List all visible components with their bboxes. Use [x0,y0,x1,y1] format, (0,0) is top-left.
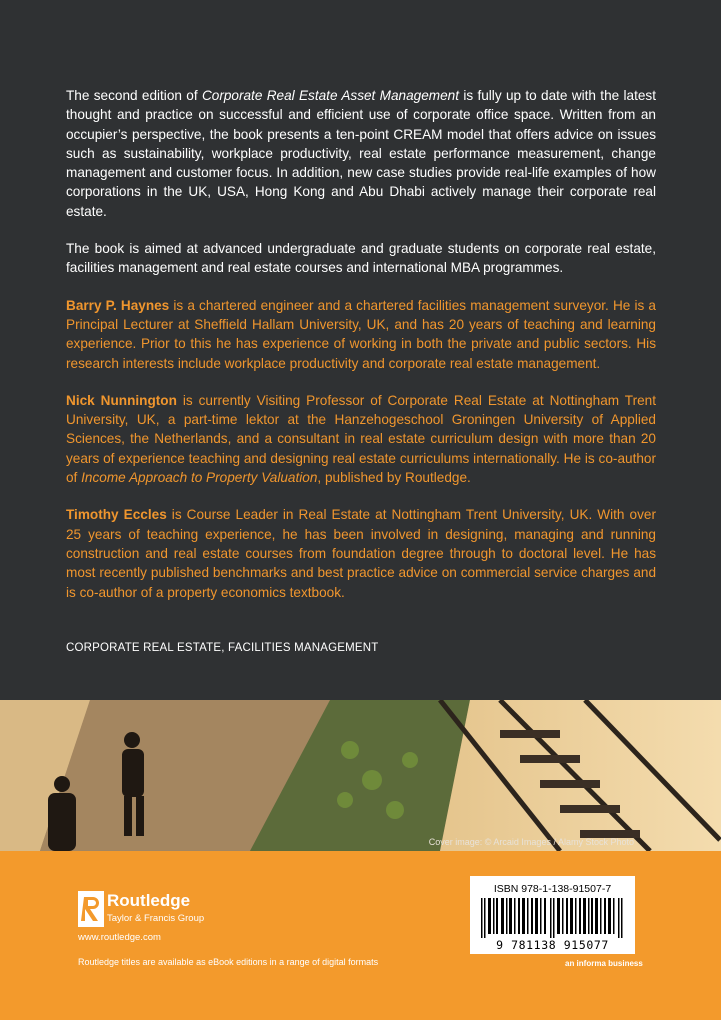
barcode-digits: 9 781138 915077 [496,938,609,952]
author-bio-text: , published by Routledge. [317,470,471,486]
author-bio-text: is Course Leader in Real Estate at Nottingham Trent University, UK. With over 25 years of teaching experience, he has been involved in designing, managing and running construction and real estate courses from foundation degree through to doctoral level. He has most recently published benchmarks and best practice advice on commercial service charges and is co-author of a property economics textbook. [66,507,656,600]
publisher-url: www.routledge.com [78,932,161,943]
book-title: Corporate Real Estate Asset Management [201,88,459,103]
ebook-note: Routledge titles are available as eBook editions in a range of digital formats [78,957,379,967]
cover-photo [0,700,721,851]
author-name: Barry P. Haynes [66,297,170,313]
other-book-title: Income Approach to Property Valuation [81,470,318,486]
barcode-bars [481,898,624,938]
blurb [66,86,656,620]
author-bio-nunnington [66,391,656,487]
blurb-text: The second edition of [66,88,202,103]
author-bio-eccles [66,505,656,601]
subject-categories: CORPORATE REAL ESTATE, FACILITIES MANAGEMENT [66,642,379,654]
publisher-group: Taylor & Francis Group [107,913,205,924]
author-bio-text: is currently Visiting Professor of Corporate Real Estate at Nottingham Trent University, UK, a part-time lektor at the Hanzehogeschool Groningen University of Applied Sciences, the Netherlands, and a consultant in real estate curriculum design with more than 20 years of experience teaching and designing real estate curriculums internationally. He is co-author of [66,392,656,486]
informa-tagline: an informa business [565,959,643,968]
author-name: Timothy Eccles [66,507,167,523]
photo-credit: Cover image: © Arcaid Images / Alamy Stock Photo [428,837,634,847]
author-name: Nick Nunnington [66,392,177,408]
isbn-label: ISBN 978-1-138-91507-7 [493,883,612,895]
publisher-name: Routledge [107,891,191,910]
blurb-paragraph-2: The book is aimed at advanced undergraduate and graduate students on corporate real estate, facilities management and real estate courses and international MBA programmes. [66,241,656,276]
blurb-paragraph-1 [66,86,656,221]
author-bio-haynes [66,296,656,373]
blurb-text: is fully up to date with the latest thought and practice on successful and efficient use of corporate office space. Written from an occupier’s perspective, the book presents a ten-point CREAM model that offers advice on issues such as sustainability, workplace productivity, real estate performance measurement, change management and customer focus. In addition, new case studies provide real-life examples of how corporations in the UK, USA, Hong Kong and Abu Dhabi actively manage their corporate real estate. [66,88,657,219]
publisher-band [0,851,721,1020]
author-bio-text: is a chartered engineer and a chartered facilities management surveyor. He is a Principal Lecturer at Sheffield Hallam University, UK, and has 20 years of teaching and learning experience. Prior to this he has experience of working in both the private and public sectors. His research interests include workplace productivity and corporate real estate management. [66,297,656,371]
office-stairs-photo [0,700,721,851]
routledge-logo-icon [78,891,104,927]
barcode-box [470,876,635,954]
